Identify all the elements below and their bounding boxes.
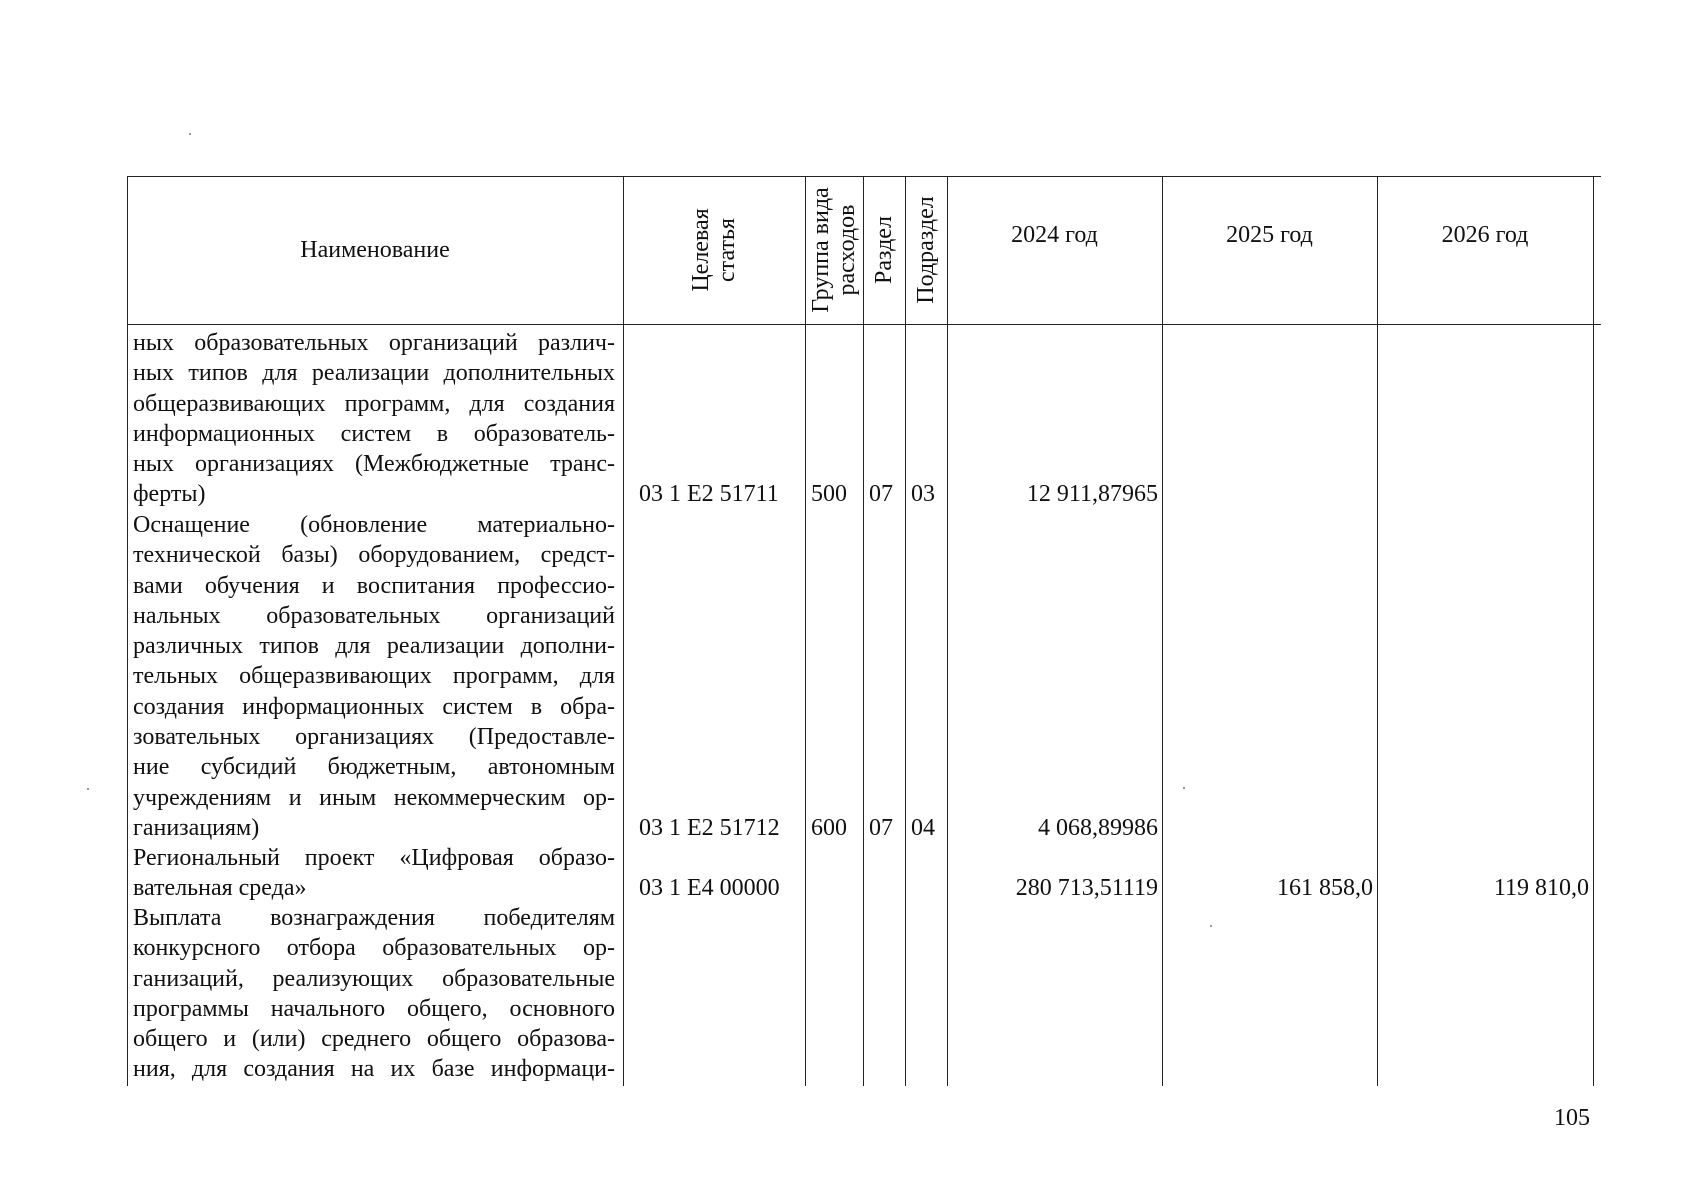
header-2026: 2026 год xyxy=(1441,222,1529,248)
table-right-border xyxy=(1593,176,1594,1086)
header-expense-group: Группа вида расходов xyxy=(808,187,860,313)
row-target-article: 03 1 E4 00000 xyxy=(639,875,780,901)
row-name: Оснащение (обновление материально- технической базы) оборудованием, средст- вами обучения и воспитания профессио- нальных образовательных организаций различных типов для реализации дополни- тельных общеразвивающих программ, для создания информационных систем в обра- зовательных организациях (Предоставле- ние субсидий бюджетным, автономным учреждениям и иным некоммерческим ор- ганизациям) xyxy=(133,512,615,841)
row-expense-group: 600 xyxy=(811,815,847,841)
header-2025: 2025 год xyxy=(1226,222,1313,248)
header-bottom-border xyxy=(127,324,1601,325)
row-2024: 12 911,87965 xyxy=(1026,481,1158,507)
header-2024: 2024 год xyxy=(1011,222,1098,248)
header-target-article: Целевая статья xyxy=(688,208,740,292)
row-target-article: 03 1 E2 51711 xyxy=(639,481,779,507)
row-subsection: 04 xyxy=(911,815,935,841)
row-section: 07 xyxy=(869,481,893,507)
scan-speck xyxy=(1210,925,1212,927)
row-name: Выплата вознаграждения победителям конкурсного отбора образовательных ор- ганизаций, реализующих образовательные программы начального общего, основного общего и (или) среднего общего образова- ния, для создания на их базе информаци- xyxy=(133,905,615,1083)
budget-table xyxy=(127,176,1601,1086)
row-2025: 161 858,0 xyxy=(1277,875,1373,901)
header-section: Раздел xyxy=(871,216,897,284)
row-2024: 280 713,51119 xyxy=(1015,875,1158,901)
page-number: 105 xyxy=(1554,1105,1590,1131)
row-name: ных образовательных организаций различ- ных типов для реализации дополнительных общеразвивающих программ, для создания информационных систем в образователь- ных организациях (Межбюджетные транс- ферты) xyxy=(133,330,615,508)
row-target-article: 03 1 E2 51712 xyxy=(639,815,780,841)
row-expense-group: 500 xyxy=(811,481,847,507)
header-name: Наименование xyxy=(300,236,450,263)
row-section: 07 xyxy=(869,815,893,841)
row-subsection: 03 xyxy=(911,481,935,507)
row-2024: 4 068,89986 xyxy=(1038,815,1158,841)
header-subsection: Подраздел xyxy=(913,196,939,304)
row-2026: 119 810,0 xyxy=(1493,875,1589,901)
row-name: Региональный проект «Цифровая образо- вательная среда» xyxy=(133,845,615,902)
scan-speck xyxy=(1183,787,1185,789)
scan-speck xyxy=(189,133,191,135)
scan-speck xyxy=(87,788,89,790)
